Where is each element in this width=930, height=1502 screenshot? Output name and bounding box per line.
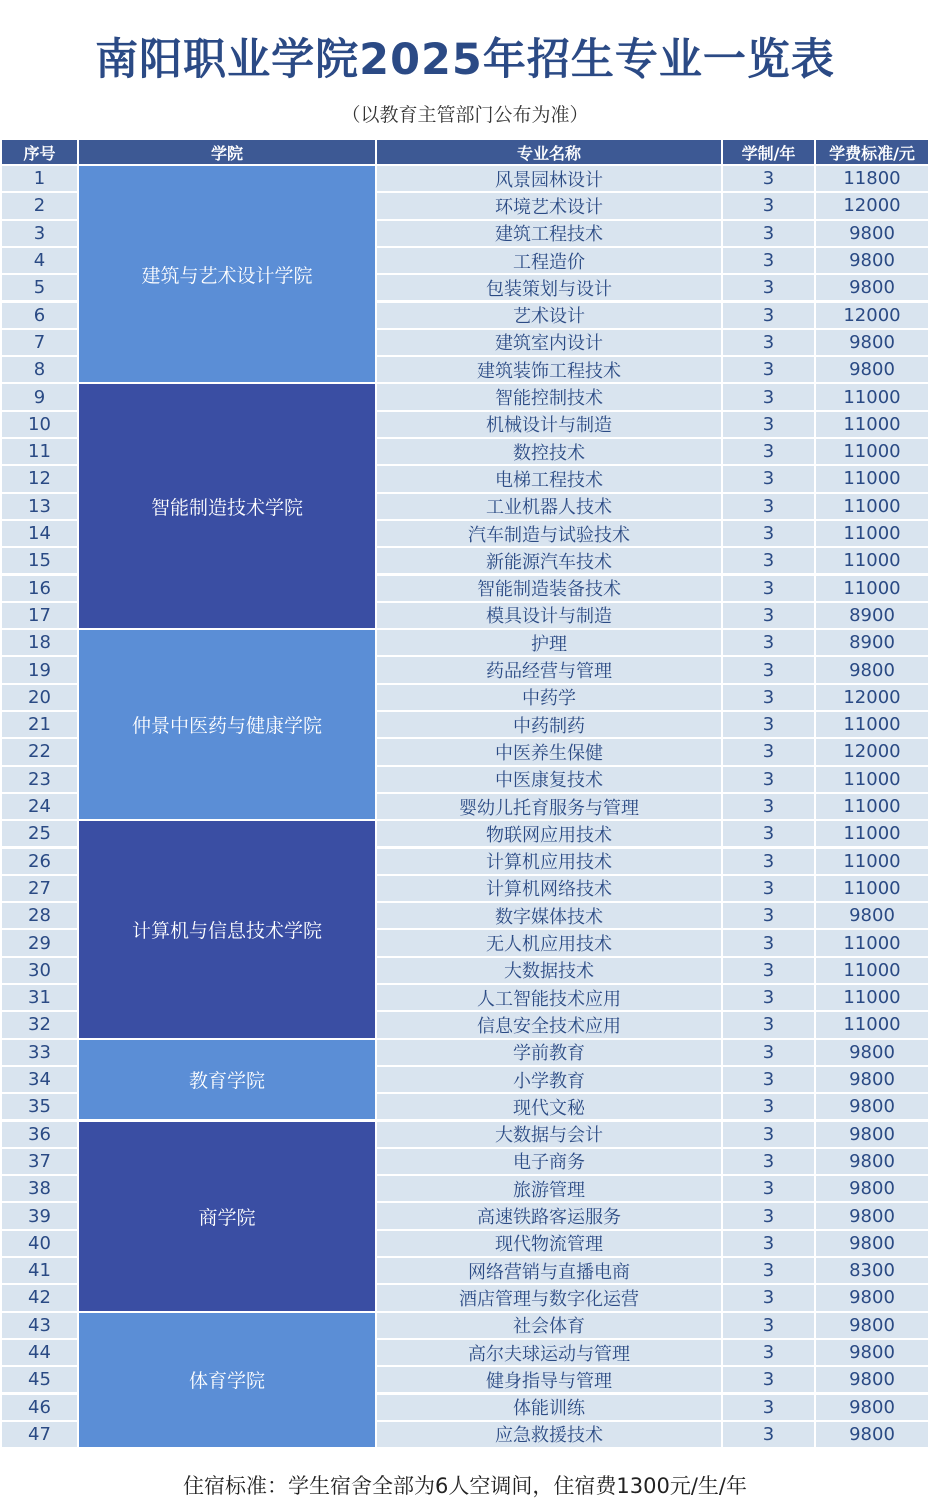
major-name: 人工智能技术应用 bbox=[377, 985, 721, 1010]
major-name: 大数据与会计 bbox=[377, 1122, 721, 1147]
row-number: 45 bbox=[2, 1367, 77, 1392]
major-name: 包装策划与设计 bbox=[377, 275, 721, 300]
major-name: 智能控制技术 bbox=[377, 384, 721, 409]
row-number: 17 bbox=[2, 603, 77, 628]
row-number: 38 bbox=[2, 1176, 77, 1201]
tuition-fee: 9800 bbox=[816, 903, 928, 928]
study-years: 3 bbox=[723, 794, 814, 819]
tuition-fee: 11000 bbox=[816, 876, 928, 901]
study-years: 3 bbox=[723, 303, 814, 328]
study-years: 3 bbox=[723, 494, 814, 519]
study-years: 3 bbox=[723, 685, 814, 710]
study-years: 3 bbox=[723, 1422, 814, 1447]
major-name: 计算机应用技术 bbox=[377, 849, 721, 874]
major-name: 新能源汽车技术 bbox=[377, 548, 721, 573]
study-years: 3 bbox=[723, 1176, 814, 1201]
college-name: 智能制造技术学院 bbox=[79, 384, 375, 628]
tuition-fee: 11000 bbox=[816, 384, 928, 409]
major-name: 体能训练 bbox=[377, 1395, 721, 1420]
major-name: 高尔夫球运动与管理 bbox=[377, 1340, 721, 1365]
row-number: 14 bbox=[2, 521, 77, 546]
major-name: 护理 bbox=[377, 630, 721, 655]
study-years: 3 bbox=[723, 521, 814, 546]
study-years: 3 bbox=[723, 1040, 814, 1065]
row-number: 13 bbox=[2, 494, 77, 519]
row-number: 4 bbox=[2, 248, 77, 273]
study-years: 3 bbox=[723, 248, 814, 273]
row-number: 20 bbox=[2, 685, 77, 710]
study-years: 3 bbox=[723, 576, 814, 601]
major-name: 应急救援技术 bbox=[377, 1422, 721, 1447]
study-years: 3 bbox=[723, 1395, 814, 1420]
tuition-fee: 11000 bbox=[816, 466, 928, 491]
college-name: 仲景中医药与健康学院 bbox=[79, 630, 375, 819]
major-name: 数控技术 bbox=[377, 439, 721, 464]
study-years: 3 bbox=[723, 412, 814, 437]
tuition-fee: 12000 bbox=[816, 303, 928, 328]
major-name: 电梯工程技术 bbox=[377, 466, 721, 491]
tuition-fee: 11000 bbox=[816, 412, 928, 437]
tuition-fee: 9800 bbox=[816, 1422, 928, 1447]
tuition-fee: 9800 bbox=[816, 1340, 928, 1365]
study-years: 3 bbox=[723, 1149, 814, 1174]
major-name: 社会体育 bbox=[377, 1313, 721, 1338]
row-number: 28 bbox=[2, 903, 77, 928]
study-years: 3 bbox=[723, 166, 814, 191]
tuition-fee: 11000 bbox=[816, 712, 928, 737]
major-name: 大数据技术 bbox=[377, 958, 721, 983]
tuition-fee: 11000 bbox=[816, 794, 928, 819]
row-number: 8 bbox=[2, 357, 77, 382]
major-name: 工业机器人技术 bbox=[377, 494, 721, 519]
row-number: 35 bbox=[2, 1094, 77, 1119]
major-name: 学前教育 bbox=[377, 1040, 721, 1065]
tuition-fee: 9800 bbox=[816, 1367, 928, 1392]
page-title: 南阳职业学院2025年招生专业一览表 bbox=[95, 35, 835, 85]
major-name: 现代文秘 bbox=[377, 1094, 721, 1119]
major-name: 模具设计与制造 bbox=[377, 603, 721, 628]
study-years: 3 bbox=[723, 849, 814, 874]
row-number: 30 bbox=[2, 958, 77, 983]
row-number: 32 bbox=[2, 1012, 77, 1037]
row-number: 34 bbox=[2, 1067, 77, 1092]
tuition-fee: 11000 bbox=[816, 958, 928, 983]
study-years: 3 bbox=[723, 1122, 814, 1147]
study-years: 3 bbox=[723, 1340, 814, 1365]
study-years: 3 bbox=[723, 767, 814, 792]
college-name: 商学院 bbox=[79, 1122, 375, 1311]
study-years: 3 bbox=[723, 357, 814, 382]
tuition-fee: 9800 bbox=[816, 1122, 928, 1147]
tuition-fee: 9800 bbox=[816, 1285, 928, 1310]
study-years: 3 bbox=[723, 1313, 814, 1338]
tuition-fee: 11000 bbox=[816, 548, 928, 573]
tuition-fee: 11000 bbox=[816, 439, 928, 464]
major-name: 风景园林设计 bbox=[377, 166, 721, 191]
row-number: 25 bbox=[2, 821, 77, 846]
study-years: 3 bbox=[723, 548, 814, 573]
header-college: 学院 bbox=[79, 140, 375, 164]
major-name: 机械设计与制造 bbox=[377, 412, 721, 437]
major-name: 建筑装饰工程技术 bbox=[377, 357, 721, 382]
tuition-fee: 11000 bbox=[816, 494, 928, 519]
tuition-fee: 9800 bbox=[816, 330, 928, 355]
major-name: 信息安全技术应用 bbox=[377, 1012, 721, 1037]
accommodation-note: 住宿标准：学生宿舍全部为6人空调间，住宿费1300元/生/年 bbox=[183, 1474, 747, 1498]
study-years: 3 bbox=[723, 930, 814, 955]
tuition-fee: 8300 bbox=[816, 1258, 928, 1283]
college-name: 建筑与艺术设计学院 bbox=[79, 166, 375, 382]
row-number: 1 bbox=[2, 166, 77, 191]
study-years: 3 bbox=[723, 1285, 814, 1310]
tuition-fee: 12000 bbox=[816, 193, 928, 218]
header-fee: 学费标准/元 bbox=[816, 140, 928, 164]
major-name: 旅游管理 bbox=[377, 1176, 721, 1201]
row-number: 5 bbox=[2, 275, 77, 300]
study-years: 3 bbox=[723, 221, 814, 246]
major-name: 中药学 bbox=[377, 685, 721, 710]
tuition-fee: 9800 bbox=[816, 657, 928, 682]
row-number: 11 bbox=[2, 439, 77, 464]
major-name: 环境艺术设计 bbox=[377, 193, 721, 218]
tuition-fee: 9800 bbox=[816, 357, 928, 382]
study-years: 3 bbox=[723, 1067, 814, 1092]
major-name: 工程造价 bbox=[377, 248, 721, 273]
row-number: 39 bbox=[2, 1203, 77, 1228]
tuition-fee: 9800 bbox=[816, 1395, 928, 1420]
tuition-fee: 9800 bbox=[816, 1149, 928, 1174]
row-number: 10 bbox=[2, 412, 77, 437]
tuition-fee: 9800 bbox=[816, 248, 928, 273]
row-number: 24 bbox=[2, 794, 77, 819]
tuition-fee: 11000 bbox=[816, 821, 928, 846]
row-number: 7 bbox=[2, 330, 77, 355]
row-number: 42 bbox=[2, 1285, 77, 1310]
tuition-fee: 9800 bbox=[816, 1176, 928, 1201]
row-number: 12 bbox=[2, 466, 77, 491]
major-name: 智能制造装备技术 bbox=[377, 576, 721, 601]
study-years: 3 bbox=[723, 712, 814, 737]
study-years: 3 bbox=[723, 903, 814, 928]
major-name: 中医养生保健 bbox=[377, 739, 721, 764]
major-name: 无人机应用技术 bbox=[377, 930, 721, 955]
major-name: 建筑室内设计 bbox=[377, 330, 721, 355]
row-number: 15 bbox=[2, 548, 77, 573]
row-number: 41 bbox=[2, 1258, 77, 1283]
major-name: 中药制药 bbox=[377, 712, 721, 737]
study-years: 3 bbox=[723, 1012, 814, 1037]
row-number: 33 bbox=[2, 1040, 77, 1065]
major-name: 建筑工程技术 bbox=[377, 221, 721, 246]
tuition-fee: 9800 bbox=[816, 221, 928, 246]
row-number: 9 bbox=[2, 384, 77, 409]
row-number: 6 bbox=[2, 303, 77, 328]
tuition-fee: 9800 bbox=[816, 1067, 928, 1092]
tuition-fee: 9800 bbox=[816, 1040, 928, 1065]
major-name: 高速铁路客运服务 bbox=[377, 1203, 721, 1228]
tuition-fee: 11000 bbox=[816, 767, 928, 792]
study-years: 3 bbox=[723, 603, 814, 628]
study-years: 3 bbox=[723, 630, 814, 655]
study-years: 3 bbox=[723, 1231, 814, 1256]
row-number: 44 bbox=[2, 1340, 77, 1365]
study-years: 3 bbox=[723, 1367, 814, 1392]
tuition-fee: 9800 bbox=[816, 1231, 928, 1256]
major-name: 健身指导与管理 bbox=[377, 1367, 721, 1392]
row-number: 37 bbox=[2, 1149, 77, 1174]
major-name: 酒店管理与数字化运营 bbox=[377, 1285, 721, 1310]
study-years: 3 bbox=[723, 466, 814, 491]
tuition-fee: 11000 bbox=[816, 576, 928, 601]
study-years: 3 bbox=[723, 384, 814, 409]
row-number: 40 bbox=[2, 1231, 77, 1256]
study-years: 3 bbox=[723, 739, 814, 764]
row-number: 36 bbox=[2, 1122, 77, 1147]
college-name: 教育学院 bbox=[79, 1040, 375, 1120]
major-name: 小学教育 bbox=[377, 1067, 721, 1092]
study-years: 3 bbox=[723, 1094, 814, 1119]
study-years: 3 bbox=[723, 985, 814, 1010]
tuition-fee: 9800 bbox=[816, 1203, 928, 1228]
row-number: 22 bbox=[2, 739, 77, 764]
header-no: 序号 bbox=[2, 140, 77, 164]
study-years: 3 bbox=[723, 275, 814, 300]
major-name: 药品经营与管理 bbox=[377, 657, 721, 682]
college-name: 计算机与信息技术学院 bbox=[79, 821, 375, 1037]
row-number: 18 bbox=[2, 630, 77, 655]
college-name: 体育学院 bbox=[79, 1313, 375, 1448]
tuition-fee: 12000 bbox=[816, 739, 928, 764]
row-number: 46 bbox=[2, 1395, 77, 1420]
row-number: 43 bbox=[2, 1313, 77, 1338]
tuition-fee: 11800 bbox=[816, 166, 928, 191]
tuition-fee: 11000 bbox=[816, 930, 928, 955]
tuition-fee: 9800 bbox=[816, 1313, 928, 1338]
tuition-fee: 11000 bbox=[816, 985, 928, 1010]
major-name: 电子商务 bbox=[377, 1149, 721, 1174]
major-name: 数字媒体技术 bbox=[377, 903, 721, 928]
major-name: 计算机网络技术 bbox=[377, 876, 721, 901]
row-number: 26 bbox=[2, 849, 77, 874]
row-number: 31 bbox=[2, 985, 77, 1010]
row-number: 23 bbox=[2, 767, 77, 792]
row-number: 21 bbox=[2, 712, 77, 737]
page-subtitle: （以教育主管部门公布为准） bbox=[341, 104, 589, 126]
tuition-fee: 8900 bbox=[816, 630, 928, 655]
tuition-fee: 11000 bbox=[816, 1012, 928, 1037]
tuition-fee: 9800 bbox=[816, 1094, 928, 1119]
major-name: 艺术设计 bbox=[377, 303, 721, 328]
study-years: 3 bbox=[723, 439, 814, 464]
tuition-fee: 11000 bbox=[816, 521, 928, 546]
study-years: 3 bbox=[723, 821, 814, 846]
major-name: 汽车制造与试验技术 bbox=[377, 521, 721, 546]
row-number: 29 bbox=[2, 930, 77, 955]
study-years: 3 bbox=[723, 1258, 814, 1283]
study-years: 3 bbox=[723, 657, 814, 682]
major-name: 婴幼儿托育服务与管理 bbox=[377, 794, 721, 819]
study-years: 3 bbox=[723, 958, 814, 983]
tuition-fee: 12000 bbox=[816, 685, 928, 710]
row-number: 2 bbox=[2, 193, 77, 218]
row-number: 3 bbox=[2, 221, 77, 246]
study-years: 3 bbox=[723, 1203, 814, 1228]
tuition-fee: 9800 bbox=[816, 275, 928, 300]
tuition-fee: 11000 bbox=[816, 849, 928, 874]
row-number: 47 bbox=[2, 1422, 77, 1447]
major-name: 网络营销与直播电商 bbox=[377, 1258, 721, 1283]
study-years: 3 bbox=[723, 330, 814, 355]
major-name: 中医康复技术 bbox=[377, 767, 721, 792]
major-name: 物联网应用技术 bbox=[377, 821, 721, 846]
row-number: 19 bbox=[2, 657, 77, 682]
tuition-fee: 8900 bbox=[816, 603, 928, 628]
row-number: 16 bbox=[2, 576, 77, 601]
row-number: 27 bbox=[2, 876, 77, 901]
header-major: 专业名称 bbox=[377, 140, 721, 164]
major-name: 现代物流管理 bbox=[377, 1231, 721, 1256]
study-years: 3 bbox=[723, 876, 814, 901]
header-years: 学制/年 bbox=[723, 140, 814, 164]
study-years: 3 bbox=[723, 193, 814, 218]
